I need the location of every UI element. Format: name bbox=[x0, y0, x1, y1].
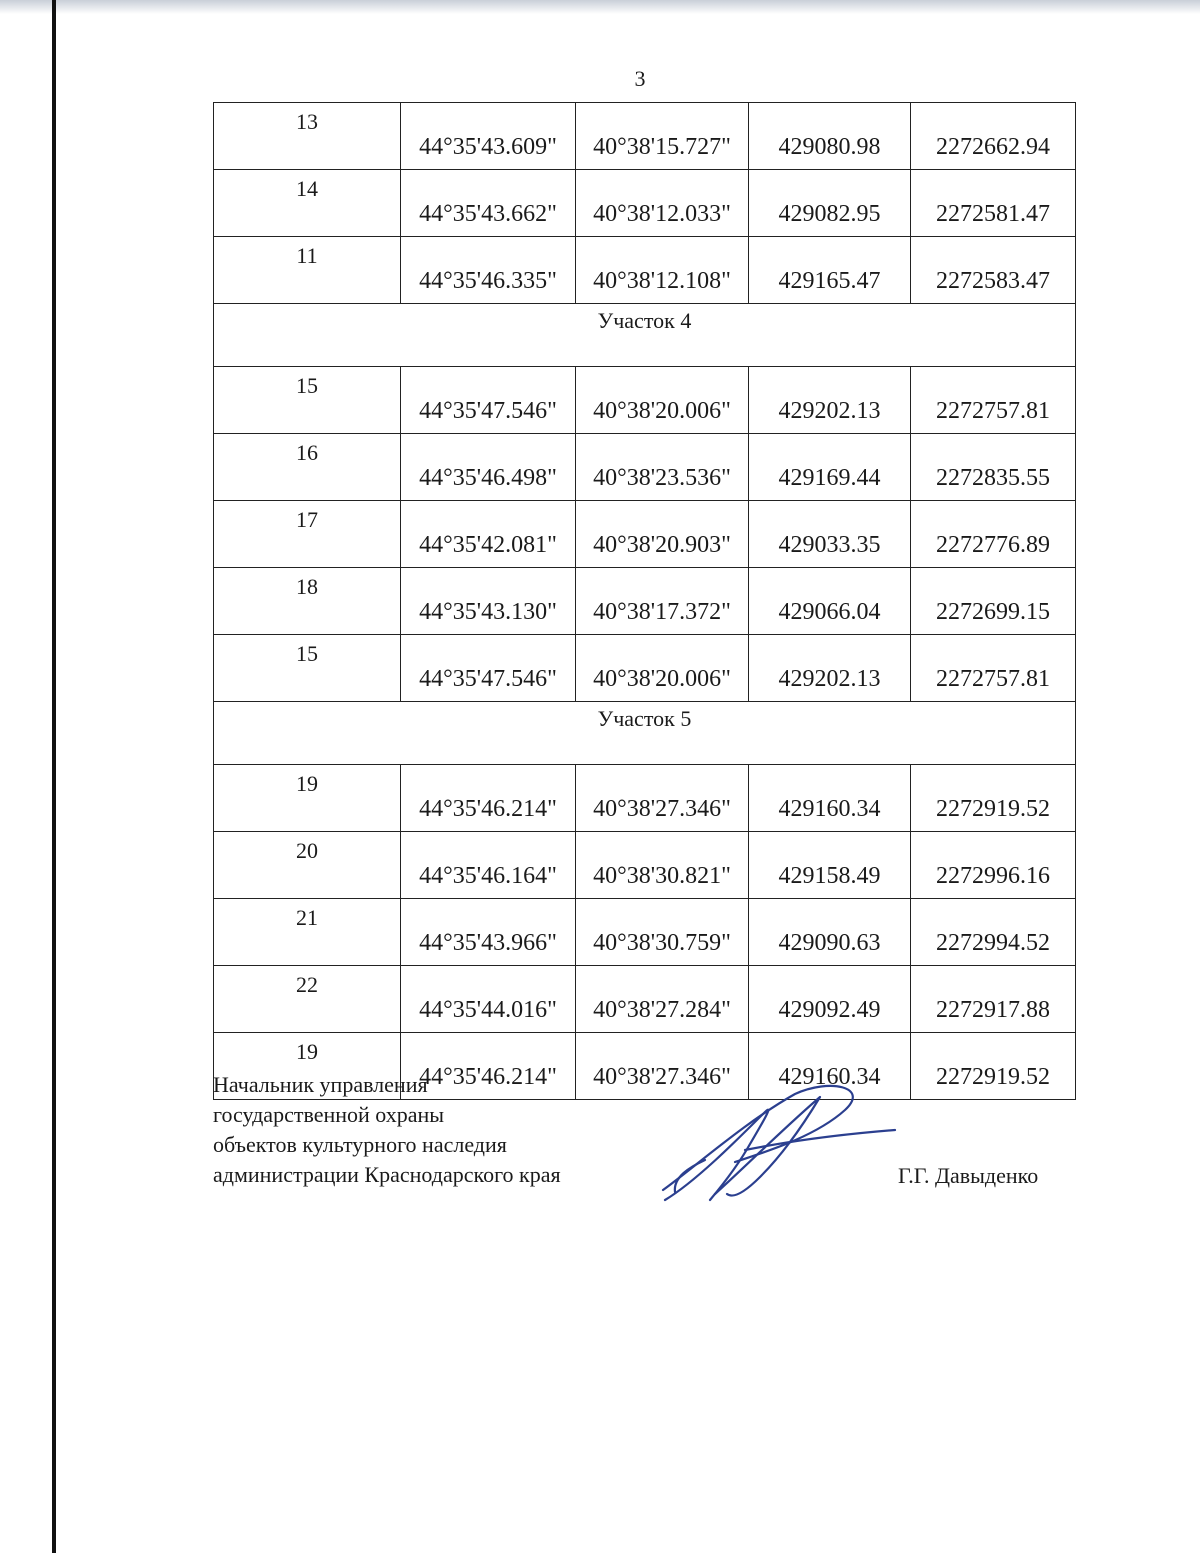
latitude-cell: 44°35'46.498" bbox=[401, 434, 576, 501]
longitude-cell: 40°38'15.727" bbox=[576, 103, 749, 170]
position-line: Начальник управления bbox=[213, 1072, 428, 1097]
position-line: администрации Краснодарского края bbox=[213, 1162, 561, 1187]
y-coordinate-cell: 2272757.81 bbox=[911, 635, 1076, 702]
table-row bbox=[214, 367, 1076, 434]
point-number-cell: 18 bbox=[214, 568, 401, 635]
point-number-cell: 16 bbox=[214, 434, 401, 501]
section-row bbox=[214, 304, 1076, 367]
position-line: объектов культурного наследия bbox=[213, 1132, 507, 1157]
page-number: 3 bbox=[634, 66, 646, 91]
position-line: государственной охраны bbox=[213, 1102, 445, 1127]
table-row bbox=[214, 832, 1076, 899]
section-label: Участок 5 bbox=[214, 702, 1076, 765]
latitude-cell: 44°35'46.164" bbox=[401, 832, 576, 899]
x-coordinate-cell: 429158.49 bbox=[749, 832, 911, 899]
longitude-cell: 40°38'27.346" bbox=[576, 1033, 749, 1100]
coordinates-table bbox=[213, 102, 1076, 1100]
table-row bbox=[214, 765, 1076, 832]
x-coordinate-cell: 429033.35 bbox=[749, 501, 911, 568]
latitude-cell: 44°35'47.546" bbox=[401, 367, 576, 434]
table-row bbox=[214, 434, 1076, 501]
latitude-cell: 44°35'43.966" bbox=[401, 899, 576, 966]
latitude-cell: 44°35'46.214" bbox=[401, 1033, 576, 1100]
table-row bbox=[214, 103, 1076, 170]
scan-top-edge bbox=[0, 0, 1200, 14]
point-number-cell: 22 bbox=[214, 966, 401, 1033]
table-row bbox=[214, 966, 1076, 1033]
latitude-cell: 44°35'42.081" bbox=[401, 501, 576, 568]
y-coordinate-cell: 2272835.55 bbox=[911, 434, 1076, 501]
longitude-cell: 40°38'27.284" bbox=[576, 966, 749, 1033]
y-coordinate-cell: 2272583.47 bbox=[911, 237, 1076, 304]
y-coordinate-cell: 2272994.52 bbox=[911, 899, 1076, 966]
y-coordinate-cell: 2272757.81 bbox=[911, 367, 1076, 434]
x-coordinate-cell: 429090.63 bbox=[749, 899, 911, 966]
latitude-cell: 44°35'44.016" bbox=[401, 966, 576, 1033]
x-coordinate-cell: 429080.98 bbox=[749, 103, 911, 170]
table-row bbox=[214, 568, 1076, 635]
x-coordinate-cell: 429160.34 bbox=[749, 765, 911, 832]
latitude-cell: 44°35'46.335" bbox=[401, 237, 576, 304]
longitude-cell: 40°38'23.536" bbox=[576, 434, 749, 501]
longitude-cell: 40°38'20.006" bbox=[576, 367, 749, 434]
longitude-cell: 40°38'30.821" bbox=[576, 832, 749, 899]
longitude-cell: 40°38'17.372" bbox=[576, 568, 749, 635]
y-coordinate-cell: 2272662.94 bbox=[911, 103, 1076, 170]
latitude-cell: 44°35'43.662" bbox=[401, 170, 576, 237]
table-row bbox=[214, 635, 1076, 702]
y-coordinate-cell: 2272919.52 bbox=[911, 1033, 1076, 1100]
y-coordinate-cell: 2272996.16 bbox=[911, 832, 1076, 899]
handwritten-signature bbox=[655, 1082, 900, 1212]
longitude-cell: 40°38'20.006" bbox=[576, 635, 749, 702]
y-coordinate-cell: 2272581.47 bbox=[911, 170, 1076, 237]
latitude-cell: 44°35'47.546" bbox=[401, 635, 576, 702]
longitude-cell: 40°38'27.346" bbox=[576, 765, 749, 832]
signer-name: Г.Г. Давыденко bbox=[898, 1163, 1039, 1188]
point-number-cell: 19 bbox=[214, 1033, 401, 1100]
longitude-cell: 40°38'30.759" bbox=[576, 899, 749, 966]
section-label: Участок 4 bbox=[214, 304, 1076, 367]
table-row bbox=[214, 899, 1076, 966]
x-coordinate-cell: 429165.47 bbox=[749, 237, 911, 304]
table-row bbox=[214, 237, 1076, 304]
scan-left-edge bbox=[52, 0, 56, 1553]
latitude-cell: 44°35'46.214" bbox=[401, 765, 576, 832]
point-number-cell: 11 bbox=[214, 237, 401, 304]
x-coordinate-cell: 429202.13 bbox=[749, 367, 911, 434]
y-coordinate-cell: 2272919.52 bbox=[911, 765, 1076, 832]
point-number-cell: 15 bbox=[214, 635, 401, 702]
point-number-cell: 13 bbox=[214, 103, 401, 170]
point-number-cell: 19 bbox=[214, 765, 401, 832]
point-number-cell: 14 bbox=[214, 170, 401, 237]
x-coordinate-cell: 429082.95 bbox=[749, 170, 911, 237]
y-coordinate-cell: 2272917.88 bbox=[911, 966, 1076, 1033]
table-row bbox=[214, 170, 1076, 237]
longitude-cell: 40°38'12.108" bbox=[576, 237, 749, 304]
x-coordinate-cell: 429169.44 bbox=[749, 434, 911, 501]
x-coordinate-cell: 429092.49 bbox=[749, 966, 911, 1033]
x-coordinate-cell: 429066.04 bbox=[749, 568, 911, 635]
x-coordinate-cell: 429202.13 bbox=[749, 635, 911, 702]
longitude-cell: 40°38'20.903" bbox=[576, 501, 749, 568]
signatory-position bbox=[213, 1070, 561, 1190]
latitude-cell: 44°35'43.609" bbox=[401, 103, 576, 170]
latitude-cell: 44°35'43.130" bbox=[401, 568, 576, 635]
table-row bbox=[214, 501, 1076, 568]
point-number-cell: 17 bbox=[214, 501, 401, 568]
y-coordinate-cell: 2272776.89 bbox=[911, 501, 1076, 568]
point-number-cell: 20 bbox=[214, 832, 401, 899]
x-coordinate-cell: 429160.34 bbox=[749, 1033, 911, 1100]
y-coordinate-cell: 2272699.15 bbox=[911, 568, 1076, 635]
point-number-cell: 15 bbox=[214, 367, 401, 434]
section-row bbox=[214, 702, 1076, 765]
longitude-cell: 40°38'12.033" bbox=[576, 170, 749, 237]
point-number-cell: 21 bbox=[214, 899, 401, 966]
